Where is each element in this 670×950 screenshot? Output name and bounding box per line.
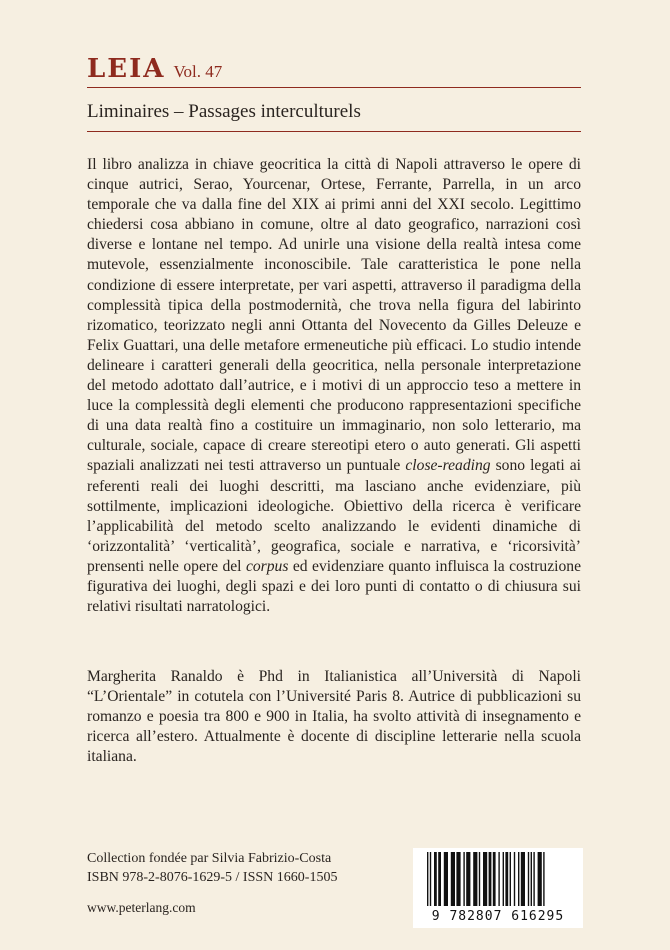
barcode-bar — [510, 852, 511, 906]
barcode-bar — [538, 852, 542, 906]
barcode-bar — [498, 852, 499, 906]
barcode-bar — [456, 852, 460, 906]
barcode-bar — [543, 852, 544, 906]
barcode-bar — [518, 852, 519, 906]
author-bio: Margherita Ranaldo è Phd in Italianistica all’Università di Napoli “L’Orientale” in cotutela con l’Université Paris 8. Autrice di pubblicazioni su romanzo e poesia tra 800 e 900 in Italia, ha svolto attività di insegnamento e ricerca all’estero. Attualmente è docente di discipline letterarie nella scuola italiana. — [87, 668, 581, 766]
series-title: Liminaires – Passages interculturels — [87, 101, 361, 122]
barcode-bar — [503, 852, 504, 906]
publisher-website[interactable]: www.peterlang.com — [87, 900, 196, 915]
barcode-bar — [427, 852, 428, 906]
barcode-bar — [466, 852, 470, 906]
barcode-bar — [521, 852, 525, 906]
barcode-bar — [444, 852, 448, 906]
abstract-text-3: ed evidenziare quanto influisca la costruzione figurativa dei luoghi, degli spazi e dei loro punti di contatto o di chiusura sui relativi risultati narratologici. — [87, 557, 581, 616]
barcode-bar — [493, 852, 496, 906]
barcode-bar — [528, 852, 529, 906]
barcode-bar — [438, 852, 441, 906]
header-divider — [87, 87, 581, 88]
barcode-bars — [413, 848, 583, 910]
abstract-text-2: sono legati ai referenti reali dei luoghi descritti, ma lasciano anche evidenziare, più sottilmente, implicazioni ideologiche. Obiettivo della ricerca è verificare l’applicabilità del metodo scelto analizzando le evidenti dinamiche di ‘orizzontalità’ ‘verticalità’, geografica, sociale e narrativa, e ‘ricorsività’ prensenti nelle opere del — [87, 457, 582, 575]
barcode-digits: 9 782807 616295 — [431, 909, 565, 924]
volume-number: Vol. 47 — [173, 62, 223, 81]
barcode-bar — [479, 852, 480, 906]
barcode-bar — [451, 852, 455, 906]
barcode-bar — [489, 852, 492, 906]
collection-info — [87, 849, 337, 887]
series-divider — [87, 131, 581, 132]
barcode-bar — [514, 852, 515, 906]
barcode-bar — [430, 852, 431, 906]
collection-founder: Collection fondée par Silvia Fabrizio-Costa — [87, 851, 332, 866]
barcode-bar — [533, 852, 534, 906]
barcode-bar — [531, 852, 532, 906]
series-logo: LEIA — [87, 54, 166, 84]
abstract-text-1: Il libro analizza in chiave geocritica la città di Napoli attraverso le opere di cinque autrici, Serao, Yourcenar, Ortese, Ferrante, Parrella, in un arco temporale che va dalla fine del XIX ai primi anni del XXI secolo. Legittimo chiedersi cosa abbiano in comune, oltre al dato geografico, narrazioni così diverse e lontane nel tempo. Ad unirle una visione della realtà intesa come mutevole, essenzialmente inconoscibile. Tale caratteristica le pone nella condizione di essere interpretate, per vari aspetti, attraverso il paradigma della complessità tipica della postmodernità, che trova nella figura del labirinto rizomatico, teorizzato negli anni Ottanta del Novecento da Gilles Deleuze e Felix Guattari, una delle metafore ermeneutiche più efficaci. Lo studio intende delineare i caratteri generali della geocritica, nella personale interpretazione del metodo adottato dall’autrice, e i motivi di un approccio teso a mettere in luce la complessità degli elementi che producono rappresentazioni specifiche di una data realtà fino a costituire un immaginario, non solo letterario, ma culturale, sociale, capace di creare stereotipi etero o auto generati. Gli aspetti spaziali analizzati nei testi attraverso un puntuale — [87, 156, 581, 475]
isbn-issn: ISBN 978-2-8076-1629-5 / ISSN 1660-1505 — [87, 870, 338, 885]
abstract-italic-corpus: corpus — [245, 557, 289, 575]
abstract-italic-close-reading: close-reading — [405, 457, 491, 475]
barcode-bar — [505, 852, 508, 906]
barcode-bar — [483, 852, 487, 906]
barcode-bar — [434, 852, 437, 906]
book-abstract — [87, 155, 581, 617]
barcode-bar — [473, 852, 477, 906]
barcode-bar — [463, 852, 464, 906]
header — [87, 54, 222, 84]
isbn-barcode — [413, 848, 583, 928]
